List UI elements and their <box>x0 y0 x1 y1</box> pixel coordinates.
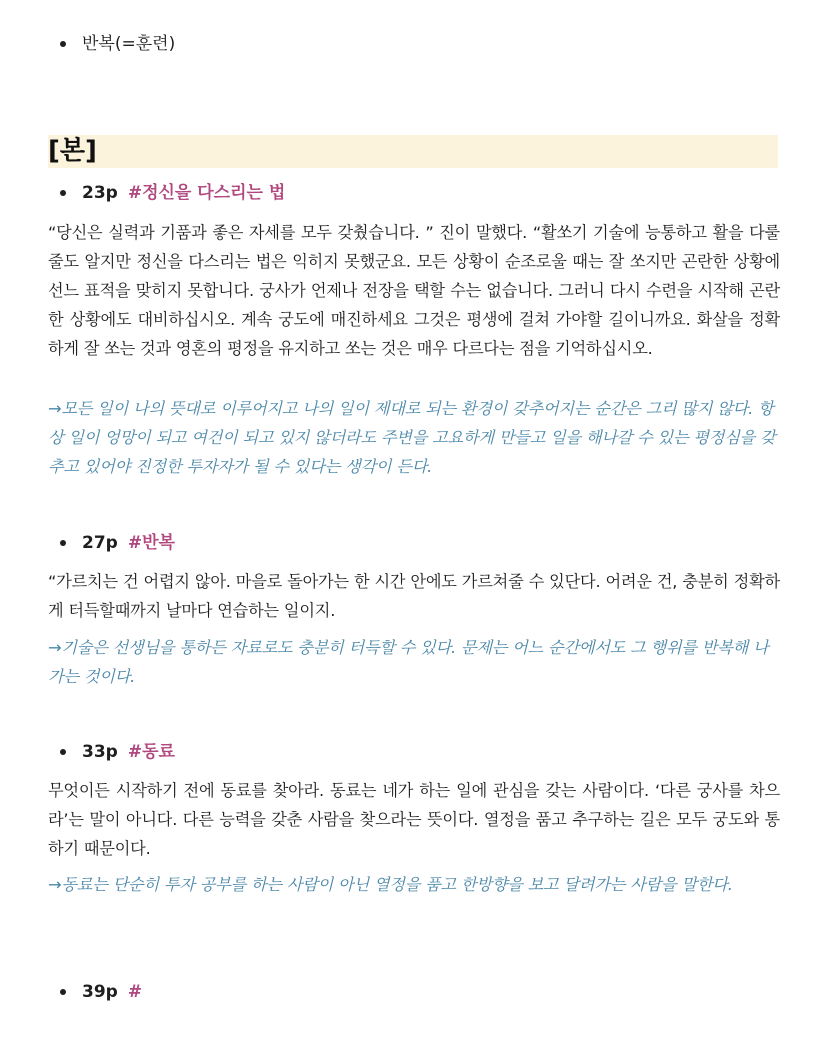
reflection-note: →모든 일이 나의 뜻대로 이루어지고 나의 일이 제대로 되는 환경이 갖추어지는 순간은 그리 많지 않다. 항상 일이 엉망이 되고 여건이 되고 있지 않더라도 주변을 고요하게 만들고 일을 해나갈 수 있는 평정심을 갖추고 있어야 진정한 투자자가 될 수 있다는 생각이 든다. <box>48 399 776 476</box>
bullet-dot <box>60 989 66 995</box>
page-number: 23p <box>82 183 118 203</box>
quote-paragraph: “가르치는 건 어렵지 않아. 마을로 돌아가는 한 시간 안에도 가르쳐줄 수 있단다. 어려운 건, 충분히 정확하게 터득할때까지 날마다 연습하는 일이지. <box>48 572 780 620</box>
reflection-note: →동료는 단순히 투자 공부를 하는 사람이 아닌 열정을 품고 한방향을 보고 달려가는 사람을 말한다. <box>48 875 733 894</box>
entry-header <box>60 980 142 1004</box>
hashtag: # <box>127 982 143 1002</box>
entry-header <box>60 740 175 764</box>
page-number: 27p <box>82 533 118 553</box>
top-bullet-item <box>60 32 175 56</box>
bullet-dot <box>60 41 66 47</box>
top-bullet-text: 반복(=훈련) <box>82 34 176 54</box>
reflection-note: →기술은 선생님을 통하든 자료로도 충분히 터득할 수 있다. 문제는 어느 순간에서도 그 행위를 반복해 나가는 것이다. <box>48 638 769 686</box>
section-heading: [본] <box>48 135 778 168</box>
entry-header <box>60 181 285 205</box>
bullet-dot <box>60 190 66 196</box>
quote-paragraph: “당신은 실력과 기품과 좋은 자세를 모두 갖췄습니다. ” 진이 말했다. “활쏘기 기술에 능통하고 활을 다룰 줄도 알지만 정신을 다스리는 법은 익히지 못했군요. 모든 상황이 순조로울 때는 잘 쏘지만 곤란한 상황에선느 표적을 맞히지 못합니다. 궁사가 언제나 전장을 택할 수는 없습니다. 그러니 다시 수련을 시작해 곤란한 상황에도 대비하십시오. 계속 궁도에 매진하세요 그것은 평생에 걸쳐 가야할 길이니까요. 화살을 정확하게 잘 쏘는 것과 영혼의 평정을 유지하고 쏘는 것은 매우 다르다는 점을 기억하십시오. <box>48 223 780 358</box>
hashtag: #반복 <box>127 533 175 553</box>
hashtag: #정신을 다스리는 법 <box>127 183 286 203</box>
page-number: 39p <box>82 982 118 1002</box>
quote-paragraph: 무엇이든 시작하기 전에 동료를 찾아라. 동료는 네가 하는 일에 관심을 갖는 사람이다. ‘다른 궁사를 차으라’는 말이 아니다. 다른 능력을 갖춘 사람을 찾으라는 뜻이다. 열정을 품고 추구하는 길은 모두 궁도와 통하기 때문이다. <box>48 781 780 858</box>
bullet-dot <box>60 749 66 755</box>
hashtag: #동료 <box>127 742 175 762</box>
entry-header <box>60 531 175 555</box>
page-number: 33p <box>82 742 118 762</box>
bullet-dot <box>60 540 66 546</box>
